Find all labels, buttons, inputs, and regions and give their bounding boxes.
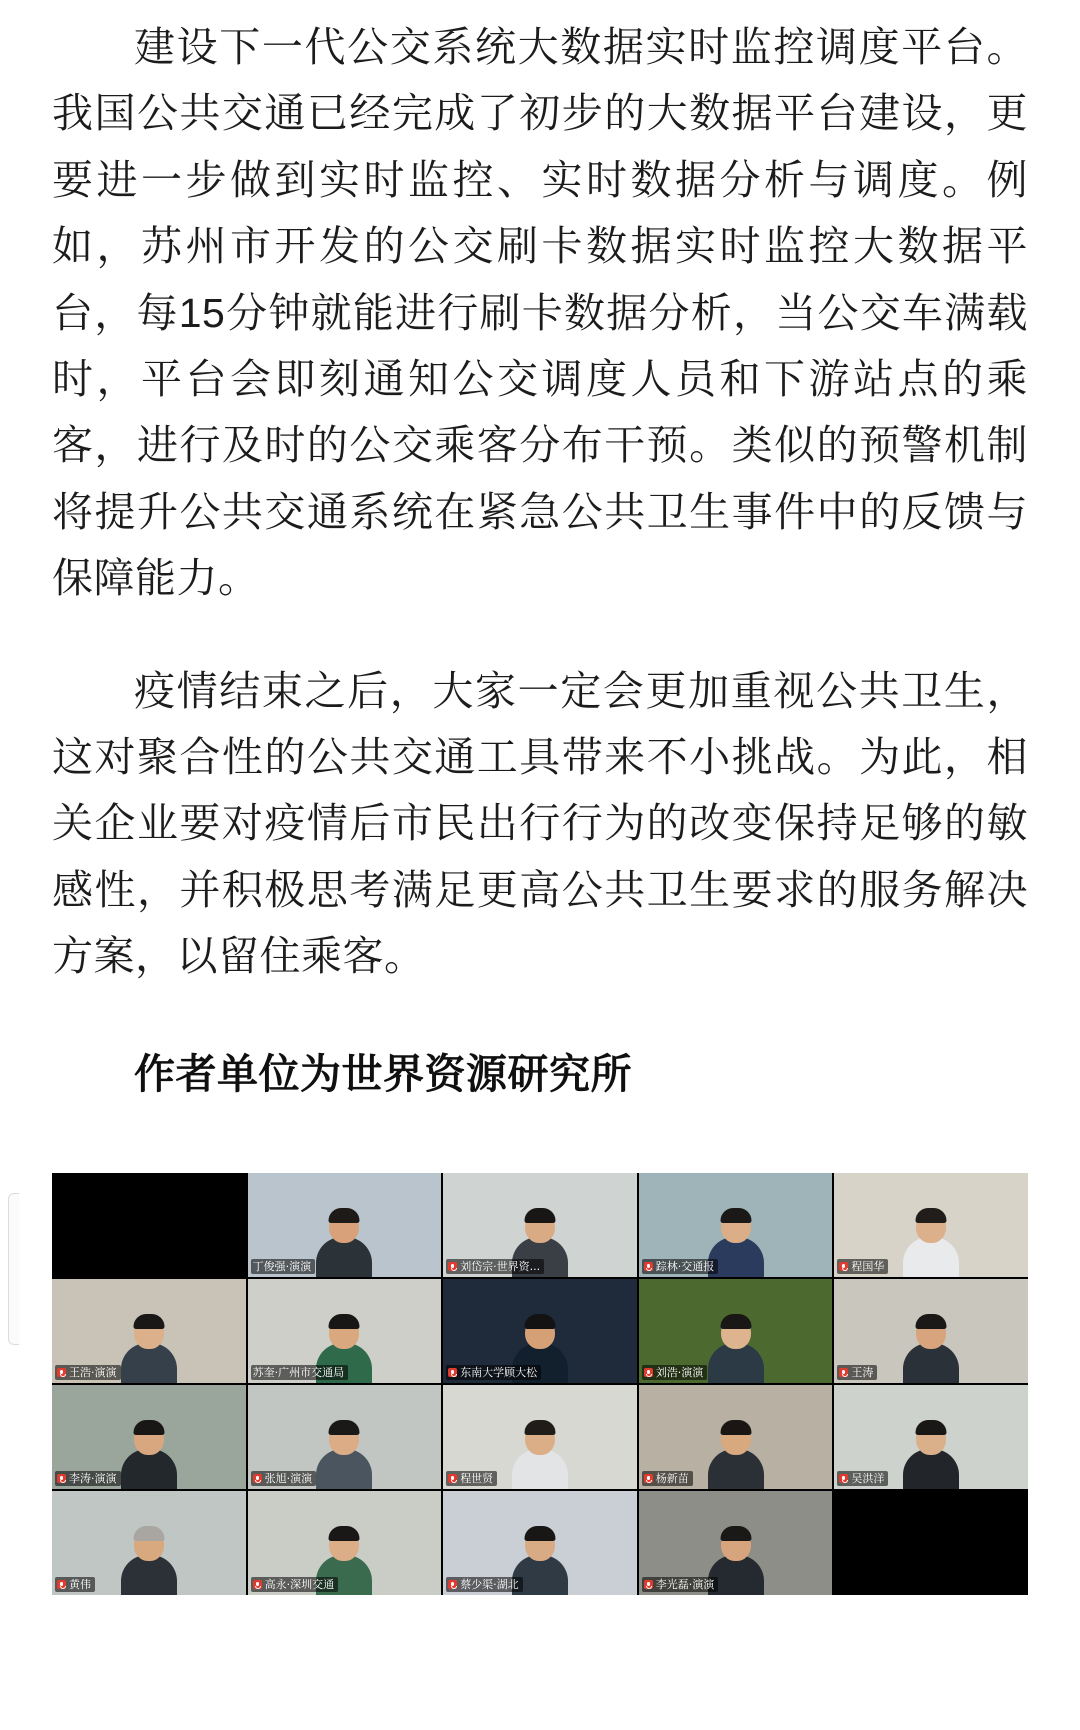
- participant-body: [121, 1343, 177, 1383]
- microphone-muted-icon: [448, 1580, 457, 1589]
- microphone-muted-icon: [644, 1368, 653, 1377]
- author-affiliation: 作者单位为世界资源研究所: [134, 1050, 632, 1097]
- participant-hair: [329, 1208, 360, 1223]
- microphone-muted-icon: [839, 1368, 848, 1377]
- video-tile[interactable]: [443, 1279, 637, 1383]
- video-tile[interactable]: [52, 1385, 246, 1489]
- video-tile[interactable]: [52, 1491, 246, 1595]
- participant-name-badge: [55, 1365, 121, 1380]
- participant-name: 李光磊·演演: [655, 1578, 715, 1592]
- participant-name-badge: [251, 1471, 317, 1486]
- participant-body: [903, 1237, 959, 1277]
- participant-name: 踪林·交通报: [655, 1260, 715, 1274]
- participant-name: 张旭·演演: [264, 1472, 313, 1486]
- participant-hair: [524, 1526, 555, 1541]
- participant-body: [903, 1449, 959, 1489]
- participant-hair: [916, 1420, 947, 1435]
- video-tile[interactable]: [248, 1279, 442, 1383]
- participant-hair: [133, 1420, 164, 1435]
- participant-name-badge: [642, 1259, 719, 1274]
- microphone-muted-icon: [57, 1580, 66, 1589]
- microphone-muted-icon: [57, 1368, 66, 1377]
- video-tile[interactable]: [443, 1173, 637, 1277]
- participant-name-badge: [251, 1365, 349, 1380]
- participant-name: 蔡少渠·湖北: [460, 1578, 519, 1592]
- microphone-muted-icon: [253, 1474, 262, 1483]
- participant-name: 李涛·演演: [69, 1472, 117, 1486]
- video-tile-empty[interactable]: [52, 1173, 246, 1277]
- participant-name-badge: [837, 1365, 877, 1380]
- article-body: [0, 14, 1080, 1107]
- video-conference-grid: [52, 1173, 1028, 1595]
- participant-name: 高永·深圳交通: [264, 1578, 335, 1592]
- participant-hair: [329, 1314, 360, 1329]
- microphone-muted-icon: [448, 1262, 457, 1271]
- page-edge-indicator: [8, 1193, 19, 1345]
- microphone-muted-icon: [448, 1474, 457, 1483]
- participant-body: [316, 1449, 372, 1489]
- video-tile[interactable]: [248, 1385, 442, 1489]
- video-tile[interactable]: [639, 1491, 833, 1595]
- paragraph-1: 建设下一代公交系统大数据实时监控调度平台。我国公共交通已经完成了初步的大数据平台建设，更要进一步做到实时监控、实时数据分析与调度。例如，苏州市开发的公交刷卡数据实时监控大数据平台，每15分钟就能进行刷卡数据分析，当公交车满载时，平台会即刻通知公交调度人员和下游站点的乘客，进行及时的公交乘客分布干预。类似的预警机制将提升公共交通系统在紧急公共卫生事件中的反馈与保障能力。: [52, 24, 1028, 602]
- microphone-muted-icon: [644, 1474, 653, 1483]
- participant-name: 杨新苗: [655, 1472, 689, 1486]
- paragraph-2: 疫情结束之后，大家一定会更加重视公共卫生，这对聚合性的公共交通工具带来不小挑战。为此，相关企业要对疫情后市民出行行为的改变保持足够的敏感性，并积极思考满足更高公共卫生要求的服务解决方案，以留住乘客。: [52, 667, 1028, 980]
- participant-hair: [329, 1526, 360, 1541]
- participant-name-badge: [55, 1471, 121, 1486]
- video-tile[interactable]: [639, 1173, 833, 1277]
- participant-hair: [916, 1208, 947, 1223]
- video-tile[interactable]: [248, 1491, 442, 1595]
- participant-name-badge: [446, 1471, 497, 1486]
- participant-hair: [133, 1314, 164, 1329]
- participant-body: [708, 1449, 764, 1489]
- participant-name-badge: [446, 1577, 523, 1592]
- microphone-muted-icon: [839, 1262, 848, 1271]
- participant-name-badge: [446, 1365, 541, 1380]
- microphone-muted-icon: [644, 1262, 653, 1271]
- participant-name-badge: [55, 1577, 95, 1592]
- participant-hair: [133, 1526, 164, 1541]
- participant-hair: [524, 1314, 555, 1329]
- participant-name: 程国华: [851, 1260, 885, 1274]
- participant-hair: [720, 1420, 751, 1435]
- participant-name: 东南大学顾大松: [460, 1366, 538, 1380]
- participant-hair: [720, 1526, 751, 1541]
- participant-name: 黄伟: [69, 1578, 91, 1592]
- participant-name-badge: [251, 1259, 316, 1274]
- video-background: [834, 1491, 1028, 1595]
- microphone-muted-icon: [839, 1474, 848, 1483]
- participant-body: [121, 1555, 177, 1595]
- microphone-muted-icon: [448, 1368, 457, 1377]
- video-tile[interactable]: [834, 1173, 1028, 1277]
- participant-name: 王涛: [851, 1366, 874, 1380]
- microphone-muted-icon: [57, 1474, 66, 1483]
- participant-name: 王浩·演演: [69, 1366, 117, 1380]
- microphone-muted-icon: [253, 1580, 262, 1589]
- video-tile[interactable]: [834, 1279, 1028, 1383]
- participant-hair: [720, 1314, 751, 1329]
- participant-name: 刘岱宗·世界资...: [460, 1260, 541, 1274]
- participant-hair: [524, 1420, 555, 1435]
- video-tile[interactable]: [443, 1491, 637, 1595]
- participant-hair: [720, 1208, 751, 1223]
- participant-name-badge: [837, 1259, 888, 1274]
- participant-name-badge: [446, 1259, 544, 1274]
- participant-name-badge: [251, 1577, 339, 1592]
- participant-body: [121, 1449, 177, 1489]
- participant-name-badge: [642, 1577, 719, 1592]
- video-tile[interactable]: [443, 1385, 637, 1489]
- participant-body: [512, 1449, 568, 1489]
- figure-container: [0, 1173, 1080, 1595]
- participant-name: 吴洪洋: [851, 1472, 885, 1486]
- video-background: [52, 1173, 246, 1277]
- participant-body: [316, 1237, 372, 1277]
- participant-hair: [524, 1208, 555, 1223]
- participant-hair: [916, 1314, 947, 1329]
- participant-hair: [329, 1420, 360, 1435]
- participant-body: [903, 1343, 959, 1383]
- microphone-muted-icon: [644, 1580, 653, 1589]
- participant-name: 丁俊强·演演: [252, 1260, 312, 1274]
- participant-body: [708, 1343, 764, 1383]
- participant-name-badge: [642, 1365, 708, 1380]
- video-tile[interactable]: [639, 1279, 833, 1383]
- video-tile[interactable]: [639, 1385, 833, 1489]
- participant-name: 刘浩·演演: [655, 1366, 704, 1380]
- video-tile[interactable]: [52, 1279, 246, 1383]
- video-tile[interactable]: [248, 1173, 442, 1277]
- participant-name: 苏奎·广州市交通局: [252, 1366, 345, 1380]
- participant-name-badge: [642, 1471, 693, 1486]
- participant-name: 程世贤: [460, 1472, 494, 1486]
- video-tile[interactable]: [834, 1385, 1028, 1489]
- video-tile-empty[interactable]: [834, 1491, 1028, 1595]
- participant-name-badge: [837, 1471, 888, 1486]
